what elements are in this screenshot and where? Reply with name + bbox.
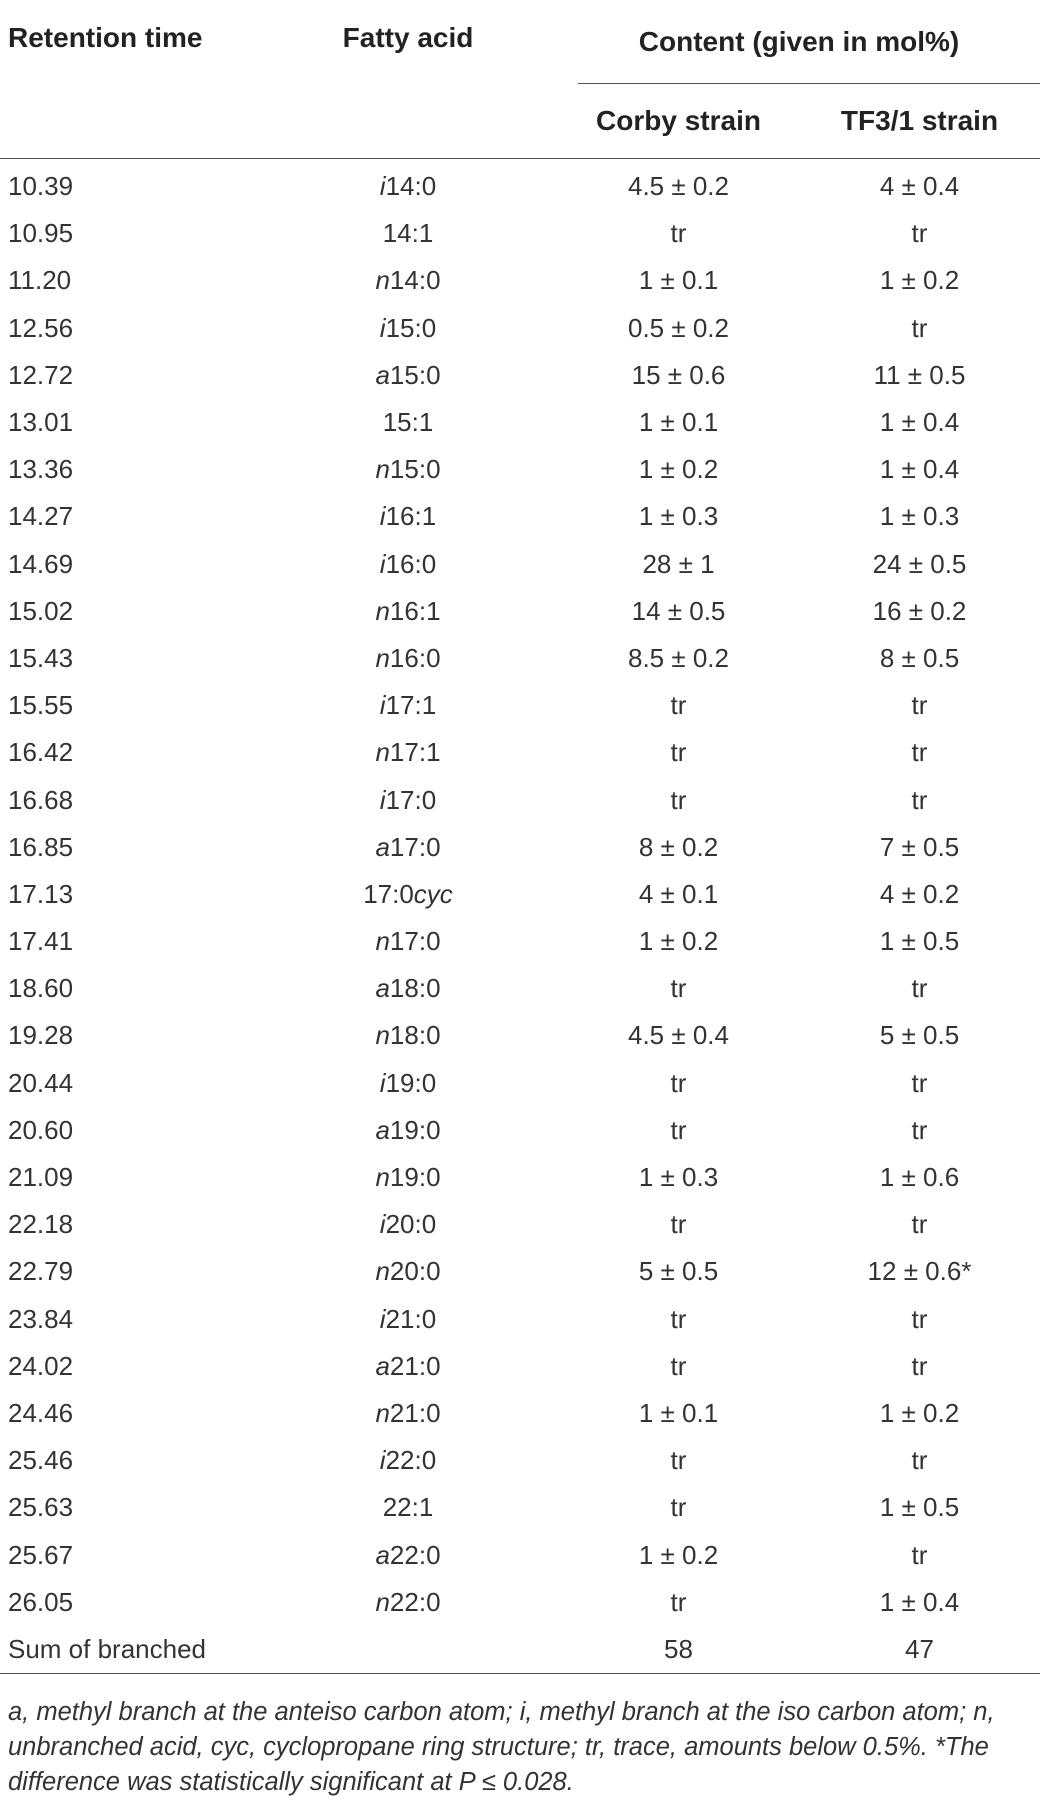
corby-value-cell: 4.5 ± 0.2	[627, 171, 729, 202]
fatty-acid-cell	[258, 635, 558, 682]
corby-value-cell: 1 ± 0.1	[638, 407, 719, 438]
retention-time-cell: 26.05	[8, 1586, 74, 1617]
corby-value-cell: tr	[670, 1067, 687, 1098]
fatty-acid-formula: 19:0	[385, 1067, 437, 1098]
fatty-acid-formula: 20:0	[385, 1209, 437, 1240]
retention-time-cell: 19.28	[8, 1020, 74, 1051]
fatty-acid-prefix: n	[375, 1397, 390, 1428]
tf3-value-cell: 1 ± 0.5	[879, 1492, 960, 1523]
table-row	[0, 1437, 1040, 1484]
corby-value-cell: tr	[670, 784, 687, 815]
tf3-value-cell: tr	[911, 218, 928, 249]
sum-corby-cell: 58	[558, 1626, 799, 1674]
table-row	[0, 1579, 1040, 1626]
table-row	[0, 1154, 1040, 1201]
header-fatty-acid: Fatty acid	[258, 0, 558, 159]
fatty-acid-formula: 15:0	[389, 454, 441, 485]
table-row	[0, 305, 1040, 352]
retention-time-cell: 24.02	[8, 1350, 74, 1381]
corby-value-cell: tr	[670, 973, 687, 1004]
fatty-acid-prefix: a	[375, 1539, 390, 1570]
tf3-value-cell: 24 ± 0.5	[872, 548, 967, 579]
table-row	[0, 729, 1040, 776]
table-row	[0, 352, 1040, 399]
header-content	[558, 0, 1040, 84]
fatty-acid-formula: 22:0	[389, 1586, 441, 1617]
tf3-value-cell: 5 ± 0.5	[879, 1020, 960, 1051]
fatty-acid-formula: 22:0	[385, 1445, 437, 1476]
fatty-acid-formula: 17:0	[363, 878, 414, 909]
corby-value-cell: tr	[670, 1445, 687, 1476]
corby-value-cell: 1 ± 0.1	[638, 1397, 719, 1428]
sum-label-cell: Sum of branched	[0, 1626, 258, 1674]
table-row	[0, 776, 1040, 823]
retention-time-cell: 10.39	[8, 171, 74, 202]
header-retention-time: Retention time	[0, 0, 258, 159]
fatty-acid-cell	[258, 918, 558, 965]
retention-time-cell: 25.46	[8, 1445, 74, 1476]
corby-value-cell: tr	[670, 737, 687, 768]
fatty-acid-prefix: i	[379, 312, 386, 343]
fatty-acid-prefix: i	[379, 171, 386, 202]
fatty-acid-cell	[258, 1296, 558, 1343]
fatty-acid-cell	[258, 352, 558, 399]
corby-value-cell: tr	[670, 1586, 687, 1617]
table-row	[0, 1531, 1040, 1578]
tf3-value-cell: tr	[911, 690, 928, 721]
corby-value-cell: 1 ± 0.1	[638, 265, 719, 296]
fatty-acid-cell	[258, 399, 558, 446]
fatty-acid-prefix: n	[375, 454, 390, 485]
fatty-acid-cell	[258, 776, 558, 823]
retention-time-cell: 16.85	[8, 831, 74, 862]
retention-time-cell: 20.60	[8, 1114, 74, 1145]
table-row	[0, 824, 1040, 871]
table-row	[0, 1201, 1040, 1248]
corby-value-cell: tr	[670, 1303, 687, 1334]
tf3-value-cell: tr	[911, 1539, 928, 1570]
tf3-value-cell: tr	[911, 737, 928, 768]
tf3-value-cell: tr	[911, 1303, 928, 1334]
fatty-acid-cell	[258, 541, 558, 588]
fatty-acid-cell	[258, 1154, 558, 1201]
table-row	[0, 871, 1040, 918]
tf3-value-cell: 1 ± 0.2	[879, 1397, 960, 1428]
retention-time-cell: 23.84	[8, 1303, 74, 1334]
fatty-acid-cell	[258, 965, 558, 1012]
fatty-acid-formula: 15:1	[382, 407, 434, 438]
retention-time-cell: 20.44	[8, 1067, 74, 1098]
fatty-acid-cell	[258, 1579, 558, 1626]
retention-time-cell: 15.55	[8, 690, 74, 721]
corby-value-cell: tr	[670, 1492, 687, 1523]
fatty-acid-formula: 19:0	[389, 1114, 441, 1145]
fatty-acid-formula: 15:0	[389, 359, 441, 390]
fatty-acid-suffix: cyc	[413, 878, 453, 909]
retention-time-cell: 12.72	[8, 359, 74, 390]
tf3-value-cell: 4 ± 0.4	[879, 171, 960, 202]
fatty-acid-prefix: i	[379, 501, 386, 532]
table-row	[0, 965, 1040, 1012]
table-row	[0, 682, 1040, 729]
tf3-value-cell: tr	[911, 1114, 928, 1145]
fatty-acid-cell	[258, 305, 558, 352]
fatty-acid-prefix: n	[375, 265, 390, 296]
fatty-acid-prefix: i	[379, 1209, 386, 1240]
fatty-acid-prefix: n	[375, 595, 390, 626]
fatty-acid-formula: 17:1	[385, 690, 437, 721]
retention-time-cell: 21.09	[8, 1162, 74, 1193]
header-corby: Corby strain	[558, 84, 799, 159]
sum-empty-cell	[258, 1626, 558, 1674]
fatty-acid-cell	[258, 446, 558, 493]
fatty-acid-formula: 16:0	[389, 642, 441, 673]
header-content-label: Content (given in mol%)	[638, 26, 960, 57]
fatty-acid-cell	[258, 1248, 558, 1295]
table-row	[0, 1248, 1040, 1295]
fatty-acid-cell	[258, 257, 558, 304]
corby-value-cell: 0.5 ± 0.2	[627, 312, 729, 343]
table-footnote: a, methyl branch at the anteiso carbon atom; i, methyl branch at the iso carbon atom; n, unbranched acid, cyc, cyclopropane ring structure; tr, trace, amounts below 0.5%. *The difference was statistically significant at P ≤ 0.028.	[8, 1698, 995, 1796]
retention-time-cell: 22.79	[8, 1256, 74, 1287]
fatty-acid-prefix: a	[375, 1114, 390, 1145]
header-tf3: TF3/1 strain	[799, 84, 1040, 159]
table-row	[0, 493, 1040, 540]
fatty-acid-prefix: a	[375, 831, 390, 862]
tf3-value-cell: tr	[911, 1209, 928, 1240]
tf3-value-cell: 1 ± 0.6	[879, 1162, 960, 1193]
tf3-value-cell: tr	[911, 312, 928, 343]
fatty-acid-prefix: n	[375, 1020, 390, 1051]
corby-value-cell: 15 ± 0.6	[631, 359, 726, 390]
fatty-acid-prefix: n	[375, 1256, 390, 1287]
table-row	[0, 1107, 1040, 1154]
tf3-value-cell: 8 ± 0.5	[879, 642, 960, 673]
tf3-value-cell: 1 ± 0.4	[879, 1586, 960, 1617]
fatty-acid-prefix: n	[375, 737, 390, 768]
retention-time-cell: 14.69	[8, 548, 74, 579]
retention-time-cell: 13.01	[8, 407, 74, 438]
tf3-value-cell: tr	[911, 973, 928, 1004]
fatty-acid-cell	[258, 1390, 558, 1437]
fatty-acid-cell	[258, 729, 558, 776]
tf3-value-cell: tr	[911, 1445, 928, 1476]
fatty-acid-prefix: a	[375, 1350, 390, 1381]
fatty-acid-cell	[258, 1201, 558, 1248]
table-row	[0, 1060, 1040, 1107]
sum-tf3-cell: 47	[799, 1626, 1040, 1674]
fatty-acid-formula: 21:0	[389, 1350, 441, 1381]
retention-time-cell: 25.67	[8, 1539, 74, 1570]
fatty-acid-prefix: a	[375, 359, 390, 390]
fatty-acid-cell	[258, 493, 558, 540]
corby-value-cell: 1 ± 0.3	[638, 501, 719, 532]
fatty-acid-cell	[258, 1343, 558, 1390]
sum-row	[0, 1626, 1040, 1674]
retention-time-cell: 11.20	[8, 265, 72, 296]
fatty-acid-formula: 14:1	[382, 218, 434, 249]
corby-value-cell: 8.5 ± 0.2	[627, 642, 729, 673]
tf3-value-cell: 12 ± 0.6*	[867, 1256, 972, 1287]
corby-value-cell: tr	[670, 1209, 687, 1240]
retention-time-cell: 14.27	[8, 501, 74, 532]
table-row	[0, 1390, 1040, 1437]
fatty-acid-formula: 19:0	[389, 1162, 441, 1193]
corby-value-cell: 5 ± 0.5	[638, 1256, 719, 1287]
fatty-acid-cell	[258, 682, 558, 729]
fatty-acid-prefix: i	[379, 690, 386, 721]
retention-time-cell: 17.41	[8, 926, 74, 957]
tf3-value-cell: 11 ± 0.5	[873, 359, 966, 390]
fatty-acid-formula: 20:0	[389, 1256, 441, 1287]
table-row	[0, 210, 1040, 257]
fatty-acid-prefix: i	[379, 784, 386, 815]
fatty-acid-cell	[258, 159, 558, 211]
table-row	[0, 1484, 1040, 1531]
retention-time-cell: 18.60	[8, 973, 74, 1004]
table-row	[0, 918, 1040, 965]
tf3-value-cell: 1 ± 0.3	[879, 501, 960, 532]
corby-value-cell: 1 ± 0.2	[638, 926, 719, 957]
fatty-acid-formula: 14:0	[385, 171, 437, 202]
fatty-acid-formula: 17:1	[389, 737, 441, 768]
fatty-acid-formula: 21:0	[385, 1303, 437, 1334]
corby-value-cell: 4.5 ± 0.4	[627, 1020, 729, 1051]
retention-time-cell: 22.18	[8, 1209, 74, 1240]
fatty-acid-formula: 22:0	[389, 1539, 441, 1570]
corby-value-cell: tr	[670, 690, 687, 721]
retention-time-cell: 15.43	[8, 642, 74, 673]
tf3-value-cell: 1 ± 0.5	[879, 926, 960, 957]
fatty-acid-formula: 17:0	[389, 926, 441, 957]
table-row	[0, 1296, 1040, 1343]
fatty-acid-prefix: i	[379, 1445, 386, 1476]
fatty-acid-prefix: i	[379, 1067, 386, 1098]
header-content-rule	[578, 83, 1040, 84]
fatty-acid-prefix: i	[379, 1303, 386, 1334]
tf3-value-cell: 16 ± 0.2	[872, 595, 967, 626]
fatty-acid-formula: 18:0	[389, 1020, 441, 1051]
table-row	[0, 446, 1040, 493]
fatty-acid-prefix: n	[375, 926, 390, 957]
fatty-acid-cell	[258, 1012, 558, 1059]
tf3-value-cell: 1 ± 0.2	[879, 265, 960, 296]
tf3-value-cell: 7 ± 0.5	[879, 831, 960, 862]
fatty-acid-formula: 14:0	[389, 265, 441, 296]
table-row	[0, 588, 1040, 635]
header-row-1	[0, 0, 1040, 84]
fatty-acid-formula: 15:0	[385, 312, 437, 343]
retention-time-cell: 25.63	[8, 1492, 74, 1523]
retention-time-cell: 15.02	[8, 595, 74, 626]
fatty-acid-prefix: n	[375, 1162, 390, 1193]
table-row	[0, 635, 1040, 682]
tf3-value-cell: tr	[911, 1067, 928, 1098]
retention-time-cell: 12.56	[8, 312, 74, 343]
fatty-acid-prefix: n	[375, 642, 390, 673]
fatty-acid-formula: 22:1	[382, 1492, 434, 1523]
corby-value-cell: tr	[670, 218, 687, 249]
tf3-value-cell: 1 ± 0.4	[879, 454, 960, 485]
tf3-value-cell: tr	[911, 1350, 928, 1381]
tf3-value-cell: 4 ± 0.2	[879, 878, 960, 909]
corby-value-cell: 8 ± 0.2	[638, 831, 719, 862]
corby-value-cell: tr	[670, 1350, 687, 1381]
retention-time-cell: 17.13	[8, 878, 74, 909]
fatty-acid-formula: 16:1	[385, 501, 437, 532]
retention-time-cell: 16.42	[8, 737, 74, 768]
table-row	[0, 1012, 1040, 1059]
fatty-acid-formula: 17:0	[389, 831, 441, 862]
corby-value-cell: 4 ± 0.1	[638, 878, 719, 909]
fatty-acid-formula: 16:1	[389, 595, 441, 626]
fatty-acid-formula: 16:0	[385, 548, 437, 579]
fatty-acid-cell	[258, 210, 558, 257]
fatty-acid-prefix: i	[379, 548, 386, 579]
fatty-acid-cell	[258, 824, 558, 871]
tf3-value-cell: tr	[911, 784, 928, 815]
table-row	[0, 159, 1040, 211]
table-row	[0, 1343, 1040, 1390]
retention-time-cell: 13.36	[8, 454, 74, 485]
table-body	[0, 159, 1040, 1674]
fatty-acid-cell	[258, 871, 558, 918]
fatty-acid-formula: 21:0	[389, 1397, 441, 1428]
fatty-acid-cell	[258, 1060, 558, 1107]
table-row	[0, 541, 1040, 588]
table-row	[0, 399, 1040, 446]
fatty-acid-prefix: n	[375, 1586, 390, 1617]
corby-value-cell: 1 ± 0.3	[638, 1162, 719, 1193]
retention-time-cell: 10.95	[8, 218, 74, 249]
tf3-value-cell: 1 ± 0.4	[879, 407, 960, 438]
retention-time-cell: 16.68	[8, 784, 74, 815]
corby-value-cell: 1 ± 0.2	[638, 1539, 719, 1570]
corby-value-cell: tr	[670, 1114, 687, 1145]
corby-value-cell: 28 ± 1	[642, 548, 715, 579]
retention-time-cell: 24.46	[8, 1397, 74, 1428]
fatty-acid-cell	[258, 1107, 558, 1154]
table-row	[0, 257, 1040, 304]
fatty-acid-formula: 17:0	[385, 784, 437, 815]
fatty-acid-formula: 18:0	[389, 973, 441, 1004]
corby-value-cell: 14 ± 0.5	[631, 595, 726, 626]
fatty-acid-cell	[258, 588, 558, 635]
fatty-acid-cell	[258, 1437, 558, 1484]
fatty-acid-cell	[258, 1531, 558, 1578]
fatty-acid-cell	[258, 1484, 558, 1531]
corby-value-cell: 1 ± 0.2	[638, 454, 719, 485]
fatty-acid-prefix: a	[375, 973, 390, 1004]
